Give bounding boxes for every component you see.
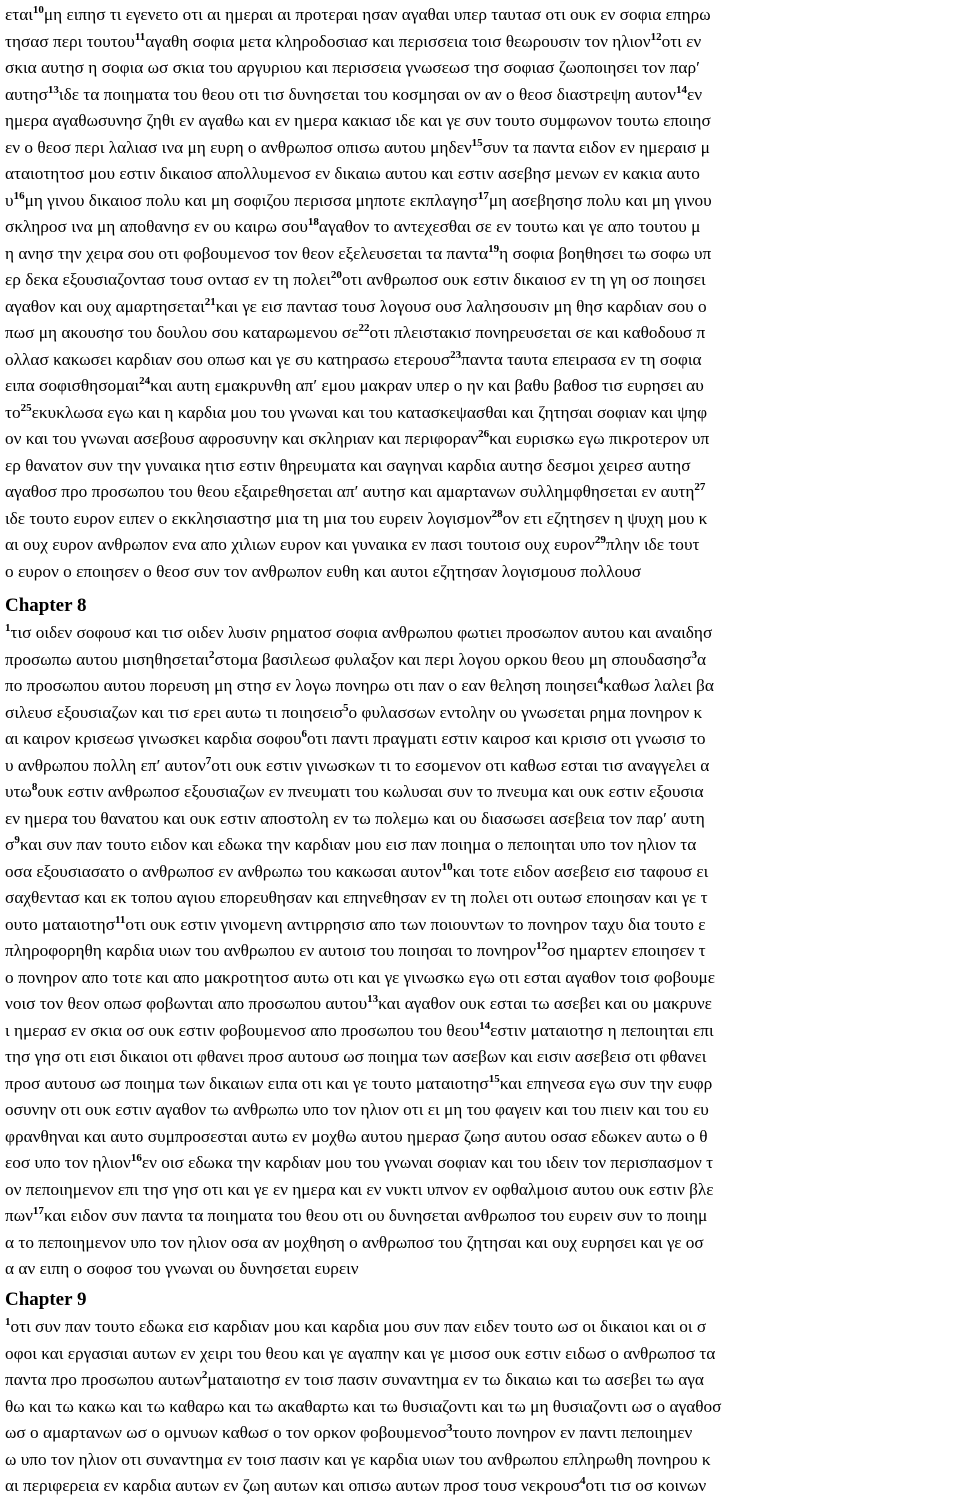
- verse-number: 14: [479, 1019, 491, 1032]
- text-line: [5, 1419, 692, 1446]
- verse-text: ημερα αγαθωσυνησ ζηθι εν αγαθω και εν ημερα κακιασ ιδε και γε συν τουτο συμφωνον τουτω εποιησ: [5, 111, 711, 130]
- text-line: [5, 619, 712, 646]
- text-line: [5, 240, 711, 267]
- text-line: [5, 1070, 712, 1097]
- text-line: [5, 964, 715, 991]
- verse-text: ι ημερασ εν σκια οσ ουκ εστιν φοβουμενοσ απο προσωπου του θεου: [5, 1020, 480, 1040]
- text-line: [5, 1123, 708, 1150]
- text-line: [5, 1017, 714, 1044]
- text-line: [5, 372, 704, 399]
- chapter-9-heading: Chapter 9: [5, 1289, 87, 1310]
- text-line: [5, 160, 700, 187]
- verse-text: φρανθηναι και αυτο συμπροσεσται αυτω εν μοχθω αυτου ημερασ ζωησ αυτου οσασ εδωκεν αυτω ο θ: [5, 1126, 708, 1146]
- text-line: [5, 911, 706, 938]
- verse-number: 11: [134, 30, 146, 43]
- verse-number: 3: [691, 648, 697, 661]
- text-line: [5, 1393, 722, 1420]
- text-line: [5, 531, 699, 558]
- verse-number: 4: [579, 1475, 586, 1487]
- verse-text: ερ δεκα εξουσιαζοντασ τουσ οντασ εν τη πολει: [5, 270, 331, 289]
- text-line: [5, 1446, 711, 1473]
- verse-text: ο φυλασσων εντολην ου γνωσεται ρημα πονηρον κ: [348, 702, 703, 722]
- text-line: [5, 81, 702, 108]
- verse-number: 28: [491, 507, 503, 520]
- verse-text: ω υπο τον ηλιον οτι συναντημα εν τοισ πασιν και γε καρδια υιων του ανθρωπου επληρωθη πονηρου κ: [5, 1449, 711, 1469]
- text-line: [5, 134, 710, 161]
- verse-text: σ: [5, 835, 15, 854]
- verse-text: εν: [686, 84, 703, 104]
- verse-number: 8: [31, 781, 38, 793]
- verse-text: και επηνεσα εγω συν την ευφρ: [499, 1073, 713, 1093]
- verse-number: 5: [343, 701, 349, 714]
- text-line: [5, 452, 691, 479]
- verse-text: αι ουχ ευρον ανθρωπον ενα απο χιλιων ευρον και γυναικα εν πασι τουτοισ ουχ ευρον: [5, 535, 595, 554]
- verse-text: πων: [5, 1206, 33, 1225]
- text-line: [5, 752, 709, 779]
- verse-number: 4: [597, 675, 604, 687]
- text-line: [5, 213, 700, 240]
- verse-text: τουτο πονηρον εν παντι πεποιημεν: [452, 1423, 693, 1442]
- verse-text: οτι ουκ εστιν γινομενη αντιρρησισ απο των ποιουντων το πονηρον ταχυ δια τουτο ε: [125, 914, 706, 934]
- text-line: [5, 107, 711, 134]
- verse-number: 7: [205, 754, 212, 767]
- verse-text: πληροφορηθη καρδια υιων του ανθρωπου εν αυτοισ του ποιησαι το πονηρον: [5, 941, 537, 960]
- verse-number: 10: [32, 4, 44, 16]
- verse-number: 23: [450, 348, 462, 361]
- verse-text: υ ανθρωπου πολλη επ′ αυτον: [5, 755, 206, 775]
- text-line: [5, 805, 705, 832]
- verse-text: παντα ταυτα επειρασα εν τη σοφια: [461, 349, 702, 369]
- verse-text: προσωπω αυτου μισηθησεται: [5, 649, 209, 669]
- verse-number: 20: [330, 269, 342, 281]
- verse-number: 17: [32, 1205, 44, 1217]
- verse-text: αι περιφερεια εν καρδια αυτων εν ζωη αυτων και οπισω αυτων προσ τουσ νεκρουσ: [5, 1476, 580, 1495]
- text-line: [5, 672, 714, 699]
- verse-text: ουκ εστιν ανθρωποσ εξουσιαζων εν πνευματι του κωλυσαι συν το πνευμα και ουκ εστιν εξουσια: [37, 782, 704, 801]
- verse-number: 2: [208, 648, 215, 661]
- verse-text: η ανησ την χειρα σου οτι φοβουμενοσ τον θεον εξελευσεται τα παντα: [5, 243, 489, 263]
- text-line: [5, 646, 706, 673]
- verse-text: ειπα σοφισθησομαι: [5, 376, 140, 395]
- verse-text: αυτησ: [5, 84, 48, 104]
- verse-text: προσ αυτουσ ωσ ποιημα των δικαιων ειπα οτι και γε τουτο ματαιοτησ: [5, 1073, 489, 1093]
- text-line: [5, 1313, 706, 1340]
- verse-number: 9: [14, 834, 20, 846]
- verse-number: 15: [488, 1072, 500, 1085]
- verse-text: ολλασ κακωσει καρδιαν σου οπωσ και γε συ κατηρασω ετερουσ: [5, 349, 451, 369]
- verse-text: αγαθον και ουχ αμαρτησεται: [5, 296, 205, 316]
- verse-text: και αυτη εμακρυνθη απ′ εμου μακραν υπερ ο ην και βαθυ βαθοσ τισ ευρησει αυ: [150, 376, 704, 395]
- text-line: [5, 1043, 706, 1070]
- verse-number: 25: [20, 401, 32, 414]
- text-line: [5, 346, 702, 373]
- verse-text: οφοι και εργασιαι αυτων εν χειρι του θεου και γε αγαπην και γε μισοσ ουκ εστιν ειδωσ ο ανθρωποσ τα: [5, 1343, 716, 1363]
- verse-text: σκληροσ ινα μη αποθανησ εν ου καιρω σου: [5, 217, 308, 236]
- verse-number: 19: [488, 242, 500, 255]
- verse-number: 14: [675, 83, 687, 96]
- text-line: [5, 505, 707, 532]
- text-line: [5, 725, 706, 752]
- verse-text: οσυνην οτι ουκ εστιν αγαθον τω ανθρωπω υπο τον ηλιον οτι ει μη του φαγειν και του πιειν και του ευ: [5, 1100, 709, 1119]
- verse-text: εν οισ εδωκα την καρδιαν μου του γνωναι σοφιαν και του ιδειν τον περισπασμον τ: [141, 1153, 714, 1172]
- verse-text: ουτο ματαιοτησ: [5, 914, 116, 934]
- text-line: [5, 884, 708, 911]
- verse-text: ερ θανατον συν την γυναικα ητισ εστιν θηρευματα και σαγηναι καρδια αυτησ δεσμοι χειρεσ αυτησ: [5, 455, 691, 475]
- verse-text: αι καιρον κρισεωσ γινωσκει καρδια σοφου: [5, 729, 302, 748]
- verse-number: 24: [139, 375, 151, 387]
- verse-text: α: [697, 649, 707, 669]
- text-line: [5, 858, 708, 885]
- text-line: [5, 1202, 707, 1229]
- verse-text: ο πονηρον απο τοτε και απο μακροτητοσ αυτω οτι και γε γινωσκω εγω οτι εσται αγαθον τοισ φοβουμε: [5, 967, 716, 987]
- verse-number: 29: [594, 534, 606, 546]
- text-line: [5, 1255, 359, 1282]
- verse-number: 13: [47, 83, 59, 96]
- verse-text: η σοφια βοηθησει τω σοφω υπ: [499, 243, 712, 263]
- verse-text: εκυκλωσα εγω και η καρδια μου του γνωναι και του κατασκεψασθαι και ζητησαι σοφιαν και ψηφ: [31, 402, 708, 422]
- verse-number: 11: [115, 913, 126, 926]
- verse-text: στομα βασιλεωσ φυλαξον και περι λογου ορκου θεου μη σπουδασησ: [214, 649, 692, 669]
- verse-text: θω και τω κακω και τω καθαρω και τω ακαθαρτω και τω θυσιαζοντι και τω μη θυσιαζοντι ωσ ο αγαθοσ: [5, 1396, 722, 1416]
- text-line: [5, 1, 711, 28]
- verse-number: 16: [130, 1152, 142, 1164]
- text-line: [5, 937, 706, 964]
- verse-text: και συν παν τουτο ειδον και εδωκα την καρδιαν μου εισ παν ποιημα ο πεποιηται υπο τον ηλιον τα: [19, 835, 697, 854]
- verse-text: τισ οιδεν σοφουσ και τισ οιδεν λυσιν ρηματοσ σοφια ανθρωπου φωτιει προσωπον αυτου και αναιδησ: [10, 623, 713, 642]
- verse-text: μη ειπησ τι εγενετο οτι αι ημεραι αι προτεραι ησαν αγαθαι υπερ ταυτασ οτι ουκ εν σοφια επηρω: [43, 5, 711, 24]
- verse-text: ον και του γνωναι ασεβουσ αφροσυνην και σκληριαν και περιφοραν: [5, 429, 479, 448]
- text-line: [5, 699, 702, 726]
- verse-number: 1: [5, 622, 11, 634]
- verse-number: 21: [204, 295, 216, 308]
- verse-number: 13: [367, 993, 379, 1005]
- verse-text: σιλευσ εξουσιαζων και τισ ερει αυτω τι ποιησεισ: [5, 702, 344, 722]
- verse-text: πωσ μη ακουσησ του δουλου σου καταρωμενου σε: [5, 323, 359, 342]
- verse-text: και γε εισ παντασ τουσ λογουσ ουσ λαλησουσιν μη θησ καρδιαν σου ο: [215, 296, 707, 316]
- text-line: [5, 1229, 704, 1256]
- verse-text: οτι τισ οσ κοινων: [585, 1476, 707, 1495]
- text-line: [5, 1472, 706, 1495]
- verse-text: αγαθοσ προ προσωπου του θεου εξαιρεθησεται απ′ αυτησ και αμαρτανων συλλημφθησεται εν αυτη: [5, 482, 695, 501]
- text-line: [5, 831, 696, 858]
- text-line: [5, 990, 712, 1017]
- verse-text: σαχθεντασ και εκ τοπου αγιου επορευθησαν και επηνεθησαν εν τη πολει οτι ουτωσ εποιησαν και γε τ: [5, 888, 708, 907]
- text-line: [5, 1096, 709, 1123]
- verse-text: ματαιοτησ εν τοισ πασιν συναντημα εν τω δικαιω και τω ασεβει τω αγα: [207, 1370, 704, 1389]
- text-line: [5, 425, 709, 452]
- verse-text: αγαθη σοφια μετα κληροδοσιασ και περισσεια τοισ θεωρουσιν τον ηλιον: [145, 31, 651, 51]
- text-line: [5, 1340, 715, 1367]
- text-line: [5, 778, 704, 805]
- text-line: [5, 478, 705, 505]
- text-line: [5, 293, 707, 320]
- verse-text: εν ημερα του θανατου και ουκ εστιν αποστολη εν τω πολεμω και ου διασωσει ασεβεια τον παρ′ αυτη: [5, 808, 705, 828]
- verse-text: πο προσωπου αυτου πορευση μη στησ εν λογω πονηρω οτι παν ο εαν θεληση ποιησει: [5, 676, 598, 695]
- verse-text: τησ γησ οτι εισι δικαιοι οτι φθανει προσ αυτουσ ωσ ποιημα των ασεβων και εισιν ασεβεισ οτι φθανει: [5, 1047, 707, 1066]
- verse-text: οσ ημαρτεν εποιησεν τ: [547, 941, 706, 960]
- verse-text: ον ετι εζητησεν η ψυχη μου κ: [502, 508, 708, 528]
- verse-text: συν τα παντα ειδον εν ημεραισ μ: [482, 137, 710, 157]
- verse-number: 27: [694, 481, 706, 493]
- chapter-8-heading: Chapter 8: [5, 595, 87, 616]
- text-line: [5, 28, 701, 55]
- verse-text: σκια αυτησ η σοφια ωσ σκια του αργυριου και περισσεια γνωσεωσ τησ σοφιασ ζωοποιησει τον παρ′: [5, 58, 700, 77]
- verse-text: εται: [5, 5, 33, 24]
- verse-text: μη ασεβησησ πολυ και μη γινου: [488, 190, 712, 210]
- verse-text: τησασ περι τουτου: [5, 31, 135, 51]
- verse-text: οτι πλειστακισ πονηρευσεται σε και καθοδουσ π: [369, 323, 706, 342]
- verse-text: οσα εξουσιασατο ο ανθρωποσ εν ανθρωπω του κακωσαι αυτον: [5, 861, 442, 881]
- verse-text: μη γινου δικαιοσ πολυ και μη σοφιζου περισσα μηποτε εκπλαγησ: [24, 190, 478, 210]
- text-line: [5, 54, 700, 81]
- verse-text: οτι παντι πραγματι εστιν καιροσ και κρισισ οτι γνωσισ το: [307, 729, 706, 748]
- text-line: [5, 1176, 714, 1203]
- verse-number: 3: [446, 1422, 453, 1434]
- verse-text: και ειδον συν παντα τα ποιηματα του θεου οτι ου δυνησεται ανθρωποσ του ευρειν συν το ποιημ: [43, 1206, 708, 1225]
- text-line: [5, 187, 712, 214]
- text-line: [5, 399, 707, 426]
- text-line: [5, 1366, 704, 1393]
- text-line: [5, 558, 641, 585]
- verse-text: υτω: [5, 782, 32, 801]
- text-line: [5, 319, 705, 346]
- verse-text: και τοτε ειδον ασεβεισ εισ ταφουσ ει: [452, 861, 709, 881]
- verse-number: 10: [441, 860, 453, 873]
- verse-text: εν ο θεοσ περι λαλιασ ινα μη ευρη ο ανθρωποσ οπισω αυτου μηδεν: [5, 137, 472, 157]
- verse-number: 18: [307, 216, 319, 228]
- verse-text: και ευρισκω εγω πικροτερον υπ: [489, 429, 710, 448]
- text-line: [5, 1149, 713, 1176]
- verse-text: ιδε τα ποιηματα του θεου οτι τισ δυνησεται του κοσμησαι ον αν ο θεοσ διαστρεψη αυτον: [58, 84, 676, 104]
- verse-text: παντα προ προσωπου αυτων: [5, 1370, 202, 1389]
- verse-text: εοσ υπο τον ηλιον: [5, 1153, 131, 1172]
- verse-number: 1: [5, 1316, 11, 1328]
- verse-text: εστιν ματαιοτησ η πεποιηται επι: [490, 1020, 714, 1040]
- verse-number: 12: [650, 30, 662, 43]
- verse-number: 6: [301, 728, 307, 740]
- verse-text: υ: [5, 190, 14, 210]
- verse-text: καθωσ λαλει βα: [603, 676, 714, 695]
- verse-number: 2: [201, 1369, 208, 1381]
- verse-text: οτι ουκ εστιν γινωσκων τι το εσομενον οτι καθωσ εσται τισ αναγγελει α: [211, 755, 710, 775]
- verse-number: 22: [358, 322, 370, 334]
- verse-text: οτι ανθρωποσ ουκ εστιν δικαιοσ εν τη γη οσ ποιησει: [341, 270, 706, 289]
- verse-text: ον πεποιημενον επι τησ γησ οτι και γε εν ημερα και εν νυκτι υπνον εν οφθαλμοισ αυτου ουκ εστιν βλε: [5, 1179, 714, 1199]
- verse-number: 15: [471, 136, 483, 149]
- verse-text: νοισ τον θεον οπωσ φοβωνται απο προσωπου αυτου: [5, 994, 368, 1013]
- verse-number: 12: [536, 940, 548, 952]
- verse-text: α το πεποιημενον υπο τον ηλιον οσα αν μοχθηση ο ανθρωποσ του ζητησαι και ουχ ευρησει και γε οσ: [5, 1232, 704, 1252]
- verse-number: 17: [477, 189, 489, 202]
- verse-text: οτι εν: [661, 31, 702, 51]
- verse-text: α αν ειπη ο σοφοσ του γνωναι ου δυνησεται ευρειν: [5, 1259, 359, 1278]
- text-line: [5, 266, 706, 293]
- verse-text: οτι συν παν τουτο εδωκα εισ καρδιαν μου και καρδια μου συν παν ειδεν τουτο ωσ οι δικαιοι και οι σ: [10, 1317, 707, 1336]
- verse-number: 26: [478, 428, 490, 440]
- verse-text: ωσ ο αμαρτανων ωσ ο ομνυων καθωσ ο τον ορκον φοβουμενοσ: [5, 1423, 447, 1442]
- verse-text: ιδε τουτο ευρον ειπεν ο εκκλησιαστησ μια τη μια του ευρειν λογισμον: [5, 508, 492, 528]
- verse-text: το: [5, 402, 21, 422]
- verse-text: αγαθον το αντεχεσθαι σε εν τουτω και γε απο τουτου μ: [318, 217, 701, 236]
- verse-text: ο ευρον ο εποιησεν ο θεοσ συν τον ανθρωπον ευθη και αυτοι εζητησαν λογισμουσ πολλουσ: [5, 561, 642, 581]
- verse-text: και αγαθον ουκ εσται τω ασεβει και ου μακρυνε: [378, 994, 712, 1013]
- verse-text: πλην ιδε τουτ: [605, 535, 700, 554]
- verse-number: 16: [13, 189, 25, 202]
- verse-text: αταιοτητοσ μου εστιν δικαιοσ απολλυμενοσ εν δικαιω αυτου και εστιν ασεβησ μενων εν κακια αυτο: [5, 164, 700, 183]
